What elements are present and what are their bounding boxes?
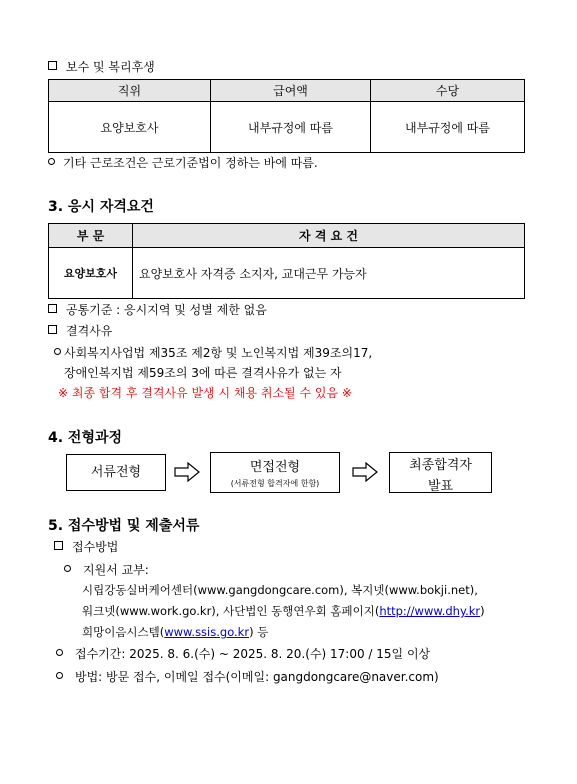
form-distribution-line1: 시립강동실버케어센터(www.gangdongcare.com), 복지넷(www.bokji.net), xyxy=(82,583,478,597)
qual-cell-dept: 요양보호사 xyxy=(49,248,133,299)
qual-header-req: 자 격 요 건 xyxy=(133,224,525,248)
qual-cell-req: 요양보호사 자격증 소지자, 교대근무 가능자 xyxy=(133,248,525,299)
step1-label: 서류전형 xyxy=(90,465,142,480)
right-arrow-icon xyxy=(352,462,378,482)
circle-bullet-icon xyxy=(54,348,61,355)
qualification-table-header xyxy=(49,224,525,248)
circle-bullet-icon xyxy=(48,158,55,165)
pay-section-heading xyxy=(48,58,155,75)
step-document-screening xyxy=(66,454,166,491)
application-method-heading xyxy=(54,538,118,555)
line3-close: ) 등 xyxy=(249,625,269,639)
pay-table-header xyxy=(49,80,525,102)
pay-cell-position: 요양보호사 xyxy=(49,102,211,153)
section4-title: 4. 전형과정 xyxy=(48,430,123,446)
section5-title: 5. 접수방법 및 제출서류 xyxy=(48,518,200,534)
pay-header-position: 직위 xyxy=(49,80,211,102)
step-final-announcement xyxy=(389,452,492,493)
form-distribution-label: 지원서 교부: xyxy=(83,563,149,577)
circle-bullet-icon xyxy=(56,672,63,679)
application-period-text: 접수기간: 2025. 8. 6.(수) ~ 2025. 8. 20.(수) 17:00 / 15일 이상 xyxy=(75,647,431,661)
disq-line1-text: 사회복지사업법 제35조 제2항 및 노인복지법 제39조의17, xyxy=(64,346,373,360)
dhy-link[interactable]: http://www.dhy.kr xyxy=(379,604,481,618)
right-arrow-icon xyxy=(174,462,200,482)
step2-sublabel: (서류전형 합격자에 한함) xyxy=(230,479,320,488)
section3-title: 3. 응시 자격요건 xyxy=(48,199,154,215)
step3-label: 최종합격자 xyxy=(409,458,472,473)
qual-header-dept: 부 문 xyxy=(49,224,133,248)
square-bullet-icon xyxy=(54,541,63,550)
form-distribution-line2 xyxy=(82,603,485,619)
line2-text: 워크넷(www.work.go.kr), 사단법인 동행연우회 홈페이지( xyxy=(82,604,380,618)
disqualification-line-1 xyxy=(54,344,372,361)
pay-cell-salary: 내부규정에 따름 xyxy=(211,102,371,153)
disqualification-title: 결격사유 xyxy=(66,324,113,338)
line3-text: 희망이음시스템( xyxy=(82,625,165,639)
ssis-link[interactable]: www.ssis.go.kr xyxy=(164,625,250,639)
pay-table-row xyxy=(49,102,525,153)
step3-label-line2: 발표 xyxy=(427,479,454,494)
circle-bullet-icon xyxy=(56,649,63,656)
pay-note-text: 기타 근로조건은 근로기준법이 정하는 바에 따름. xyxy=(63,156,318,170)
common-criteria-text: 공통기준 : 응시지역 및 성별 제한 없음 xyxy=(66,303,267,317)
application-period xyxy=(56,645,430,662)
qualification-table-row xyxy=(49,248,525,299)
line2-close: ) xyxy=(480,604,485,618)
circle-bullet-icon xyxy=(64,565,71,572)
common-criteria xyxy=(48,301,267,318)
disqualification-heading xyxy=(48,322,112,339)
application-way xyxy=(56,668,439,685)
pay-header-salary: 급여액 xyxy=(211,80,371,102)
square-bullet-icon xyxy=(48,325,57,334)
pay-header-allowance: 수당 xyxy=(371,80,525,102)
pay-note xyxy=(48,154,318,171)
application-way-text: 방법: 방문 접수, 이메일 접수(이메일: gangdongcare@naver.com) xyxy=(75,670,439,684)
disqualification-line-2: 장애인복지법 제59조의 3에 따른 결격사유가 없는 자 xyxy=(64,366,342,380)
pay-section-title: 보수 및 복리후생 xyxy=(66,60,155,74)
square-bullet-icon xyxy=(48,304,57,313)
qualification-table xyxy=(48,223,525,299)
square-bullet-icon xyxy=(48,61,57,70)
cancellation-warning: ※ 최종 합격 후 결격사유 발생 시 채용 취소될 수 있음 ※ xyxy=(58,386,352,400)
form-distribution-line3 xyxy=(82,624,268,640)
form-distribution-item xyxy=(64,561,149,578)
step2-label: 면접전형 xyxy=(249,460,301,475)
pay-table xyxy=(48,79,525,153)
application-method-title: 접수방법 xyxy=(72,540,119,554)
pay-cell-allowance: 내부규정에 따름 xyxy=(371,102,525,153)
step-interview xyxy=(210,452,340,493)
